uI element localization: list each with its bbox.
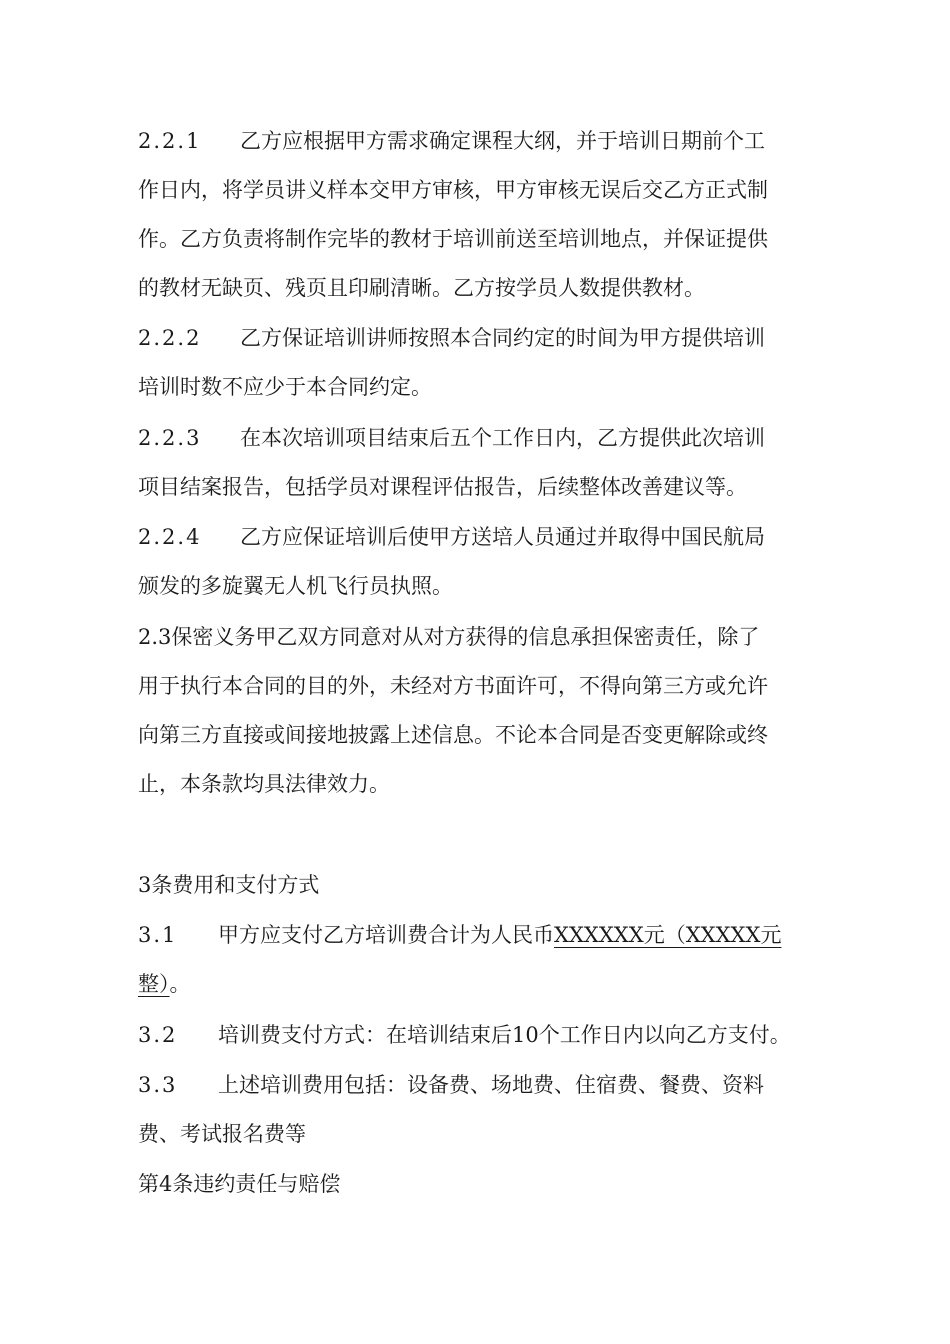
clause-2-2-4-line-2: 颁发的多旋翼无人机飞行员执照。 xyxy=(138,574,453,598)
clause-2-2-3-line-2: 项目结案报告，包括学员对课程评估报告，后续整体改善建议等。 xyxy=(138,475,747,499)
clause-number: 3.3 xyxy=(138,1073,178,1097)
clause-3-1-line-2 xyxy=(138,968,828,1000)
clause-number: 2.2.3 xyxy=(138,426,202,450)
clause-text: 上述培训费用包括：设备费、场地费、住宿费、餐费、资料 xyxy=(218,1073,764,1097)
clause-3-2-line-1 xyxy=(138,1019,828,1051)
clause-2-2-2-line-2: 培训时数不应少于本合同约定。 xyxy=(138,375,432,399)
clause-3-3-line-2: 费、考试报名费等 xyxy=(138,1122,306,1146)
clause-text: 培训费支付方式：在培训结束后10个工作日内以向乙方支付。 xyxy=(218,1023,791,1047)
clause-text: 甲方应支付乙方培训费合计为人民币 xyxy=(218,923,554,947)
clause-2-2-2-line-1 xyxy=(138,322,828,354)
section-3-heading: 3条费用和支付方式 xyxy=(138,873,320,897)
clause-number: 3.1 xyxy=(138,923,178,947)
clause-2-2-4-line-1 xyxy=(138,521,828,553)
clause-2-3-line-4: 止，本条款均具法律效力。 xyxy=(138,772,390,796)
clause-2-3-line-3: 向第三方直接或间接地披露上述信息。不论本合同是否变更解除或终 xyxy=(138,723,768,747)
clause-number: 2.2.2 xyxy=(138,326,202,350)
clause-2-3-line-1: 2.3保密义务甲乙双方同意对从对方获得的信息承担保密责任，除了 xyxy=(138,625,760,649)
clause-number: 3.2 xyxy=(138,1023,178,1047)
clause-text: 乙方保证培训讲师按照本合同约定的时间为甲方提供培训 xyxy=(240,326,765,350)
clause-number: 2.2.1 xyxy=(138,129,202,153)
clause-number: 2.2.4 xyxy=(138,525,202,549)
clause-text: 乙方应保证培训后使甲方送培人员通过并取得中国民航局 xyxy=(240,525,765,549)
fee-amount: XXXXXX元（XXXXX元 xyxy=(554,923,782,947)
clause-2-3-line-2: 用于执行本合同的目的外，未经对方书面许可，不得向第三方或允许 xyxy=(138,674,768,698)
clause-3-3-line-1 xyxy=(138,1069,828,1101)
clause-2-2-1-line-4: 的教材无缺页、残页且印刷清晰。乙方按学员人数提供教材。 xyxy=(138,276,705,300)
clause-3-1-line-1 xyxy=(138,919,828,951)
section-4-heading: 第4条违约责任与赔偿 xyxy=(138,1172,341,1196)
clause-end: 。 xyxy=(169,972,191,996)
clause-2-2-3-line-1 xyxy=(138,422,828,454)
clause-text: 在本次培训项目结束后五个工作日内，乙方提供此次培训 xyxy=(240,426,765,450)
clause-2-2-1-line-2: 作日内，将学员讲义样本交甲方审核，甲方审核无误后交乙方正式制 xyxy=(138,178,768,202)
fee-amount-continued: 整） xyxy=(138,972,170,996)
clause-2-2-1-line-3: 作。乙方负责将制作完毕的教材于培训前送至培训地点，并保证提供 xyxy=(138,227,768,251)
clause-2-2-1-line-1 xyxy=(138,125,828,157)
clause-text: 乙方应根据甲方需求确定课程大纲，并于培训日期前个工 xyxy=(240,129,765,153)
